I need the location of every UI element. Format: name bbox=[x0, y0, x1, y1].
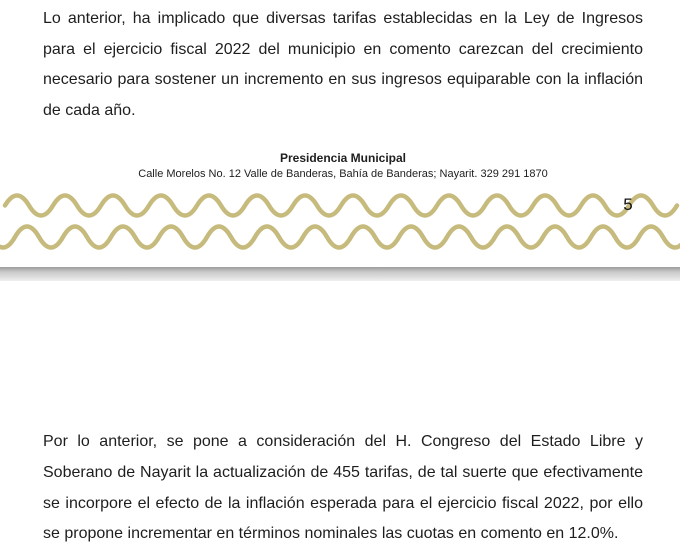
page-number: 5 bbox=[623, 195, 633, 214]
page-break-separator bbox=[0, 267, 680, 281]
paragraph-line: de cada año. bbox=[43, 101, 136, 119]
paragraph-line: para el ejercicio fiscal 2022 del municipio en comento carezcan del crecimiento bbox=[43, 40, 643, 58]
page-footer bbox=[43, 150, 643, 182]
footer-address: Calle Morelos No. 12 Valle de Banderas, Bahía de Banderas; Nayarit. 329 291 1870 bbox=[138, 168, 548, 180]
wave-line-top bbox=[5, 196, 677, 216]
paragraph-line: se propone incrementar en términos nominales las cuotas en comento en 12.0%. bbox=[43, 525, 619, 543]
body-paragraph bbox=[43, 427, 643, 548]
body-paragraph bbox=[43, 4, 643, 126]
paragraph-line: necesario para sostener un incremento en sus ingresos equiparable con la inflación bbox=[43, 71, 643, 88]
paragraph-line: se incorpore el efecto de la inflación esperada para el ejercicio fiscal 2022, por ello bbox=[43, 494, 643, 512]
wave-line-bottom bbox=[0, 227, 680, 248]
paragraph-line: Por lo anterior, se pone a consideración del H. Congreso del Estado Libre y bbox=[43, 433, 643, 450]
footer-title: Presidencia Municipal bbox=[279, 151, 407, 165]
paragraph-line: Soberano de Nayarit la actualización de 455 tarifas, de tal suerte que efectivamente bbox=[43, 463, 643, 481]
paragraph-line: Lo anterior, ha implicado que diversas tarifas establecidas en la Ley de Ingresos bbox=[43, 10, 643, 27]
decorative-wave-lines bbox=[0, 188, 680, 258]
